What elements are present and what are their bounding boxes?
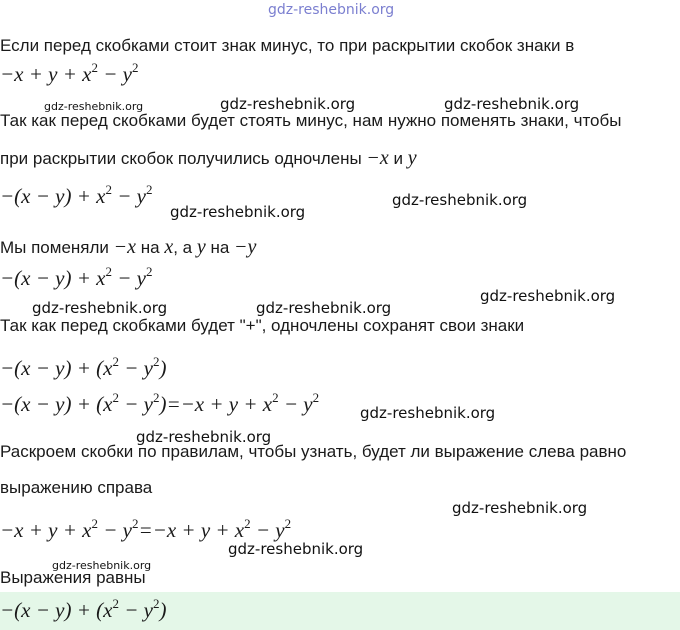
watermark: gdz-reshebnik.org: [392, 191, 528, 209]
expression-3: $-(x - y) + x^2 - y^2$: [0, 264, 153, 290]
watermark: gdz-reshebnik.org: [360, 404, 496, 422]
paragraph-7: выражению справа: [0, 478, 153, 497]
paragraph-5: Так как перед скобками будет "+", одночлены сохранят свои знаки: [0, 316, 525, 335]
watermark: gdz-reshebnik.org: [256, 299, 392, 317]
watermark: gdz-reshebnik.org: [220, 95, 356, 113]
expression-2: $-(x - y) + x^2 - y^2$: [0, 182, 153, 208]
paragraph-4: Мы поменяли −x на x, а y на −y: [0, 236, 257, 258]
watermark: gdz-reshebnik.org: [170, 203, 306, 221]
watermark: gdz-reshebnik.org: [228, 540, 364, 558]
watermark: gdz-reshebnik.org: [44, 100, 144, 113]
expression-6: $-x + y + x^2 - y^2=-x + y + x^2 - y^2$: [0, 516, 292, 542]
watermark: gdz-reshebnik.org: [32, 299, 168, 317]
watermark-top: gdz-reshebnik.org: [268, 2, 395, 18]
paragraph-3: при раскрытии скобок получились одночлены −x и y: [0, 147, 417, 169]
paragraph-2: Так как перед скобками будет стоять минус, нам нужно поменять знаки, чтобы: [0, 111, 622, 130]
watermark: gdz-reshebnik.org: [480, 287, 616, 305]
paragraph-8: Выражения равны: [0, 568, 146, 587]
expression-answer: $-(x - y) + (x^2 - y^2)$: [0, 596, 167, 622]
expression-1: $-x + y + x^2 - y^2$: [0, 60, 139, 86]
watermark: gdz-reshebnik.org: [52, 559, 152, 572]
watermark: gdz-reshebnik.org: [444, 95, 580, 113]
paragraph-1: Если перед скобками стоит знак минус, то при раскрытии скобок знаки в: [0, 36, 575, 55]
expression-4: $-(x - y) + (x^2 - y^2)$: [0, 354, 167, 380]
watermark: gdz-reshebnik.org: [452, 499, 588, 517]
watermark: gdz-reshebnik.org: [136, 428, 272, 446]
expression-5: $-(x - y) + (x^2 - y^2)=-x + y + x^2 - y^2$: [0, 390, 320, 416]
paragraph-6: Раскроем скобки по правилам, чтобы узнать, будет ли выражение слева равно: [0, 442, 627, 461]
